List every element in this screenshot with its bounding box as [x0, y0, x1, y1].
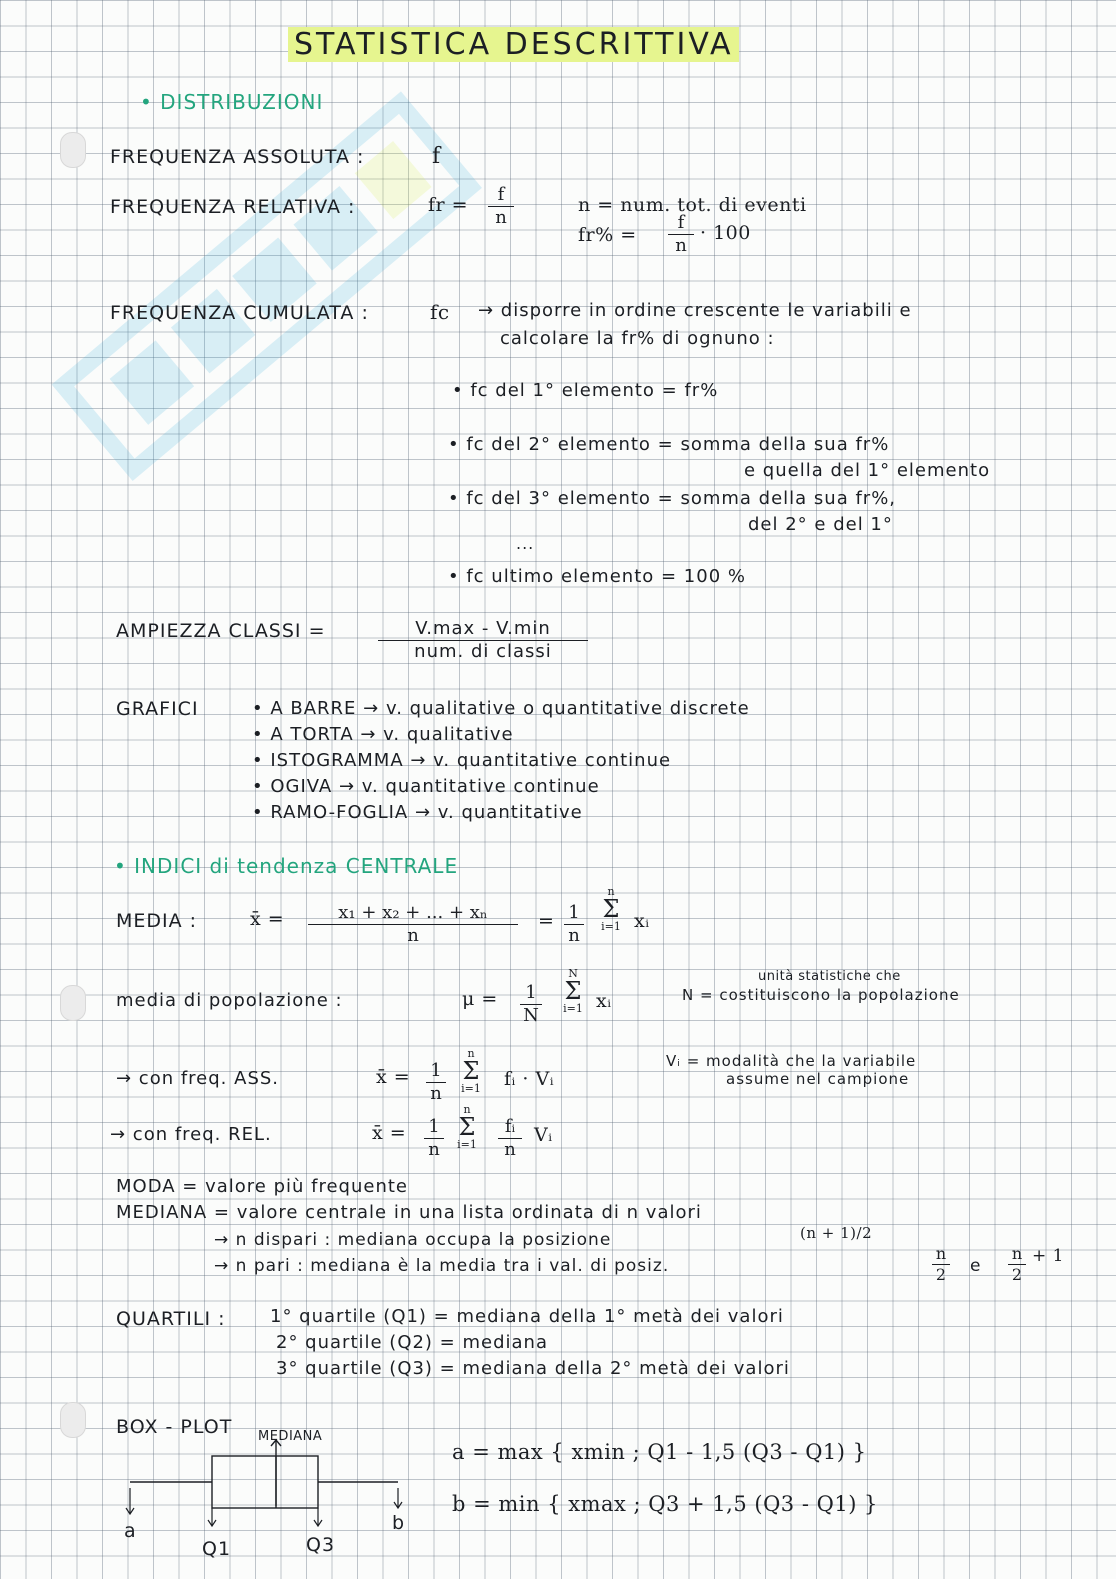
boxplot-q1-label: Q1: [202, 1538, 232, 1560]
grafici-item: • A BARRE → v. qualitative o quantitative discrete: [252, 698, 750, 719]
mu-fraction: 1 N: [520, 984, 542, 1025]
section-distribuzioni: • DISTRIBUZIONI: [140, 90, 324, 114]
media-xi: xᵢ: [634, 910, 650, 932]
mediana-pari: → n pari : mediana è la media tra i val. di posiz.: [214, 1256, 670, 1276]
fc-symbol: fc: [430, 300, 450, 324]
mediana-n-half-2: n 2: [1008, 1246, 1026, 1283]
mu: μ =: [462, 988, 498, 1010]
cumulata-item: • fc del 2° elemento = somma della sua fr%: [448, 434, 890, 455]
grafici-item: • RAMO-FOGLIA → v. quantitative: [252, 802, 583, 823]
media-sigma: n Σ i=1: [601, 885, 621, 933]
freq-cumulata-label: FREQUENZA CUMULATA :: [110, 302, 369, 324]
mediana-dispari: → n dispari : mediana occupa la posizione: [214, 1230, 612, 1250]
N-definition-2: N = costituiscono la popolazione: [682, 986, 960, 1004]
fr-percent-fraction: f n: [668, 214, 694, 255]
moda-line: MODA = valore più frequente: [116, 1176, 408, 1197]
fr-percent: fr% =: [578, 224, 637, 246]
binder-hole: [60, 985, 86, 1021]
freq-relativa-label: FREQUENZA RELATIVA :: [110, 196, 356, 218]
xbar: x̄ =: [250, 908, 285, 930]
ass-fivi: fᵢ · Vᵢ: [504, 1068, 555, 1090]
N-definition-1: unità statistiche che: [758, 969, 901, 984]
boxplot-b-formula: b = min { xmax ; Q3 + 1,5 (Q3 - Q1) }: [452, 1492, 878, 1516]
mediana-plus-one: + 1: [1032, 1246, 1064, 1266]
media-equals: =: [538, 910, 555, 932]
freq-assoluta-symbol: f: [432, 144, 441, 169]
rel-fraction: 1 n: [424, 1118, 444, 1159]
media-fraction: x₁ + x₂ + ... + xₙ n: [308, 904, 518, 945]
media-label: MEDIA :: [116, 910, 198, 932]
cumulata-item: e quella del 1° elemento: [744, 460, 991, 481]
media-pop-label: media di popolazione :: [116, 990, 343, 1011]
ass-fraction: 1 n: [426, 1062, 446, 1103]
grafici-item: • OGIVA → v. quantitative continue: [252, 776, 600, 797]
boxplot-a-formula: a = max { xmin ; Q1 - 1,5 (Q3 - Q1) }: [452, 1440, 867, 1464]
media-one-over-n: 1 n: [564, 904, 584, 945]
freq-assoluta-label: FREQUENZA ASSOLUTA :: [110, 146, 365, 168]
quartili-label: QUARTILI :: [116, 1308, 226, 1330]
grafici-item: • A TORTA → v. qualitative: [252, 724, 514, 745]
mu-xi: xᵢ: [596, 990, 612, 1012]
fr-symbol: fr =: [428, 194, 469, 216]
quartile-2: 2° quartile (Q2) = mediana: [276, 1332, 548, 1353]
vi-definition-2: assume nel campione: [726, 1070, 910, 1088]
times-100: · 100: [700, 222, 751, 244]
page-title: STATISTICA DESCRITTIVA: [288, 30, 739, 60]
quartile-1: 1° quartile (Q1) = mediana della 1° metà dei valori: [270, 1306, 784, 1327]
quartile-3: 3° quartile (Q3) = mediana della 2° metà dei valori: [276, 1358, 790, 1379]
rel-xbar: x̄ =: [372, 1122, 407, 1144]
rel-sigma: n Σ i=1: [457, 1103, 477, 1151]
ampiezza-label: AMPIEZZA CLASSI =: [116, 620, 326, 642]
mediana-dispari-pos: (n + 1)/2: [800, 1224, 873, 1242]
mediana-n-half: n 2: [932, 1246, 950, 1283]
boxplot-q3-label: Q3: [306, 1534, 336, 1556]
cumulata-item: • fc del 3° elemento = somma della sua fr%,: [448, 488, 897, 509]
boxplot-mediana-label: MEDIANA: [258, 1429, 323, 1444]
watermark-logo: [30, 80, 510, 500]
boxplot-drawing: [100, 1428, 420, 1538]
binder-hole: [60, 1402, 86, 1438]
cumulata-line-2: calcolare la fr% di ognuno :: [500, 328, 775, 349]
section-indici: • INDICI di tendenza CENTRALE: [114, 854, 459, 878]
binder-hole: [60, 132, 86, 168]
ass-sigma: n Σ i=1: [461, 1047, 481, 1095]
cumulata-item: • fc ultimo elemento = 100 %: [448, 566, 746, 587]
cumulata-line-1: → disporre in ordine crescente le variabili e: [478, 300, 912, 321]
cumulata-item: ...: [516, 534, 535, 553]
mediana-e: e: [970, 1256, 982, 1276]
vi-definition-1: Vᵢ = modalità che la variabile: [666, 1052, 917, 1070]
fr-fraction: f n: [488, 186, 514, 227]
media-rel-label: → con freq. REL.: [110, 1124, 272, 1145]
cumulata-item: • fc del 1° elemento = fr%: [452, 380, 719, 401]
mediana-line: MEDIANA = valore centrale in una lista ordinata di n valori: [116, 1202, 702, 1223]
media-ass-label: → con freq. ASS.: [116, 1068, 280, 1089]
ampiezza-fraction: V.max - V.min num. di classi: [378, 620, 588, 661]
boxplot-b-label: b: [392, 1512, 406, 1534]
grafici-item: • ISTOGRAMMA → v. quantitative continue: [252, 750, 672, 771]
n-definition: n = num. tot. di eventi: [578, 194, 807, 216]
cumulata-item: del 2° e del 1°: [748, 514, 893, 535]
grafici-label: GRAFICI: [116, 698, 199, 720]
rel-fi-fraction: fᵢ n: [498, 1118, 522, 1159]
boxplot-a-label: a: [124, 1520, 137, 1542]
ass-xbar: x̄ =: [376, 1066, 411, 1088]
mu-sigma: N Σ i=1: [563, 967, 583, 1015]
rel-vi: Vᵢ: [534, 1124, 553, 1146]
boxplot-label: BOX - PLOT: [116, 1416, 233, 1438]
